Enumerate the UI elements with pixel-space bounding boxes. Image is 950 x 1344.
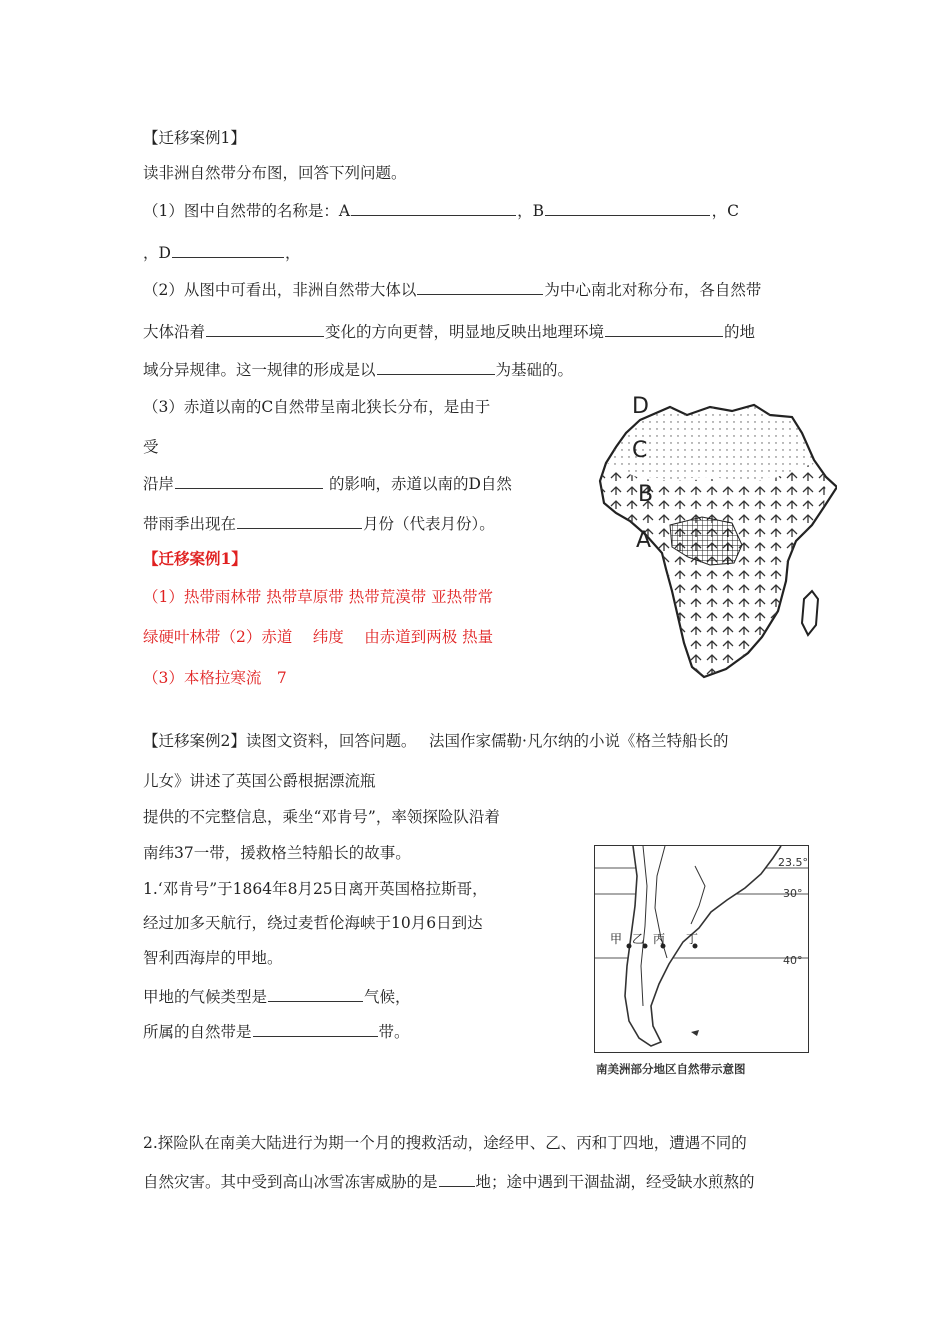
case2-question-2-a: 2.探险队在南美大陆进行为期一个月的搜救活动，途经甲、乙、丙和丁四地，遭遇不同的 xyxy=(143,1134,747,1152)
map-label-b: B xyxy=(638,482,654,507)
case2-intro-1: 【迁移案例2】读图文资料，回答问题。 法国作家儒勒·凡尔纳的小说《格兰特船长的 xyxy=(143,732,729,750)
answer-blank-month[interactable] xyxy=(237,512,362,529)
case2-question-1-climate: 甲地的气候类型是 气候， xyxy=(143,985,411,1008)
answer-line-2: 绿硬叶林带（2）赤道 纬度 由赤道到两极 热量 xyxy=(143,628,494,646)
answer-blank-climate[interactable] xyxy=(268,985,363,1002)
latitude-label-30: 30° xyxy=(783,887,803,900)
answer-line-1: （1）热带雨林带 热带草原带 热带荒漠带 亚热带常 xyxy=(143,588,494,606)
place-label-bing: 丙 xyxy=(653,932,666,946)
falkland-islands xyxy=(691,1030,699,1036)
case2-intro-2: 儿女》讲述了英国公爵根据漂流瓶 xyxy=(143,772,376,790)
case2-question-1-c: 智利西海岸的甲地。 xyxy=(143,949,283,967)
case2-question-2-b: 自然灾害。其中受到高山冰雪冻害威胁的是 地；途中遇到干涸盐湖，经受缺水煎熬的 xyxy=(143,1170,755,1193)
case1-question-3-c: 沿岸 的影响，赤道以南的D自然 xyxy=(143,472,512,495)
map-label-c: C xyxy=(632,438,648,463)
map-label-d: D xyxy=(632,394,649,419)
point-jia xyxy=(627,944,632,949)
south-america-map-frame xyxy=(594,845,809,1053)
africa-natural-zones-map xyxy=(592,385,837,685)
answer-blank-place[interactable] xyxy=(439,1170,475,1187)
answer-blank-basis[interactable] xyxy=(377,358,495,375)
latitude-label-40: 40° xyxy=(783,954,803,967)
place-label-jia: 甲 xyxy=(610,932,623,946)
case1-question-3: （3）赤道以南的C自然带呈南北狭长分布，是由于 xyxy=(143,398,491,416)
case2-question-1-zone: 所属的自然带是 带。 xyxy=(143,1020,410,1043)
answer-blank-current[interactable] xyxy=(175,472,323,489)
latitude-label-23-5: 23.5° xyxy=(778,856,808,869)
continent-outline xyxy=(625,846,781,1046)
map-caption: 南美洲部分地区自然带示意图 xyxy=(596,1062,746,1076)
answer-blank-direction[interactable] xyxy=(206,320,324,337)
answer-blank-center[interactable] xyxy=(417,278,543,295)
answer-blank-environment[interactable] xyxy=(605,320,723,337)
answer-blank-a[interactable] xyxy=(351,199,516,216)
answer-heading: 【迁移案例1】 xyxy=(143,549,247,568)
case1-intro: 读非洲自然带分布图，回答下列问题。 xyxy=(143,164,407,182)
case1-question-2-cont: 大体沿着 变化的方向更替，明显地反映出地理环境 的地 xyxy=(143,320,755,343)
answer-line-3: （3）本格拉寒流 7 xyxy=(143,669,287,687)
case1-question-2-end: 域分异规律。这一规律的形成是以 为基础的。 xyxy=(143,358,573,381)
place-label-ding: 丁 xyxy=(686,932,699,946)
case1-question-2: （2）从图中可看出，非洲自然带大体以 为中心南北对称分布，各自然带 xyxy=(143,278,761,301)
case2-question-1-b: 经过加多天航行，绕过麦哲伦海峡于10月6日到达 xyxy=(143,914,483,932)
case2-intro-4: 南纬37一带，援救格兰特船长的故事。 xyxy=(143,844,411,862)
case1-question-3-d: 带雨季出现在 月份（代表月份）。 xyxy=(143,512,495,535)
case1-heading: 【迁移案例1】 xyxy=(143,129,246,147)
south-america-map xyxy=(595,846,808,1052)
madagascar-island xyxy=(802,591,818,635)
case1-question-1-cont: ，D ， xyxy=(143,241,300,264)
answer-blank-b[interactable] xyxy=(545,199,710,216)
answer-blank-zone[interactable] xyxy=(253,1020,378,1037)
case2-intro-3: 提供的不完整信息，乘坐“邓肯号”，率领探险队沿着 xyxy=(143,808,500,826)
case1-question-3-b: 受 xyxy=(143,438,159,456)
place-label-yi: 乙 xyxy=(632,932,645,946)
case1-question-1: （1）图中自然带的名称是：A ，B ，C xyxy=(143,199,739,222)
case2-question-1-a: 1.‘邓肯号”于1864年8月25日离开英国格拉斯哥， xyxy=(143,880,488,898)
zone-b-savanna xyxy=(600,463,826,677)
map-label-a: A xyxy=(636,528,652,553)
answer-blank-d[interactable] xyxy=(172,241,284,258)
